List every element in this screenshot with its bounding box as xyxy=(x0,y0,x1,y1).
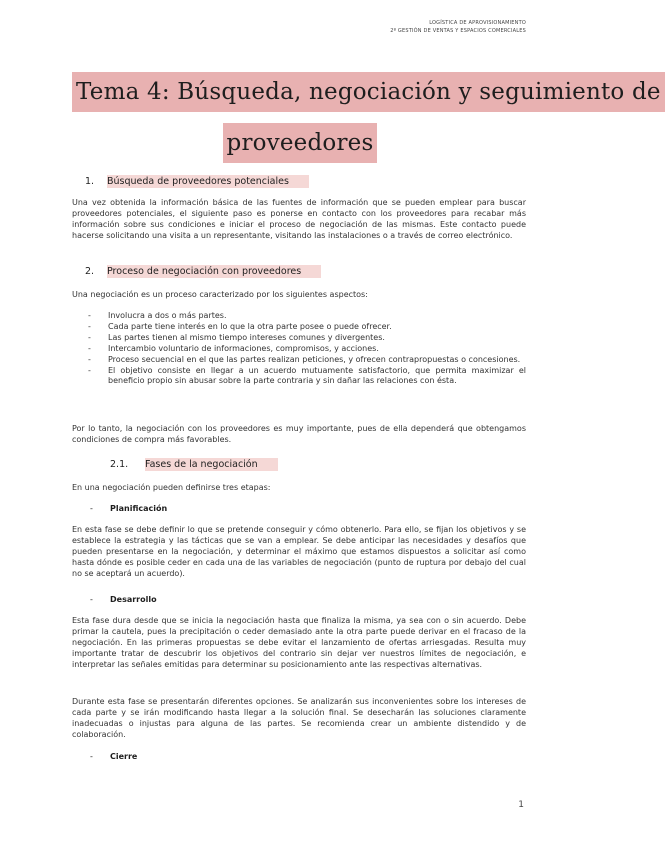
phases-intro: En una negociación pueden definirse tres etapas: xyxy=(72,483,271,492)
stage-development-text-2: Durante esta fase se presentarán diferentes opciones. Se analizarán sus inconvenientes sobre los intereses de cada parte y se irán modificando hasta llegar a la solución final. Se desecharán las soluciones claramente inadecuadas o injustas para alguna de las partes. Se recomienda crear un ambiente distendido y de colaboración. xyxy=(72,697,526,740)
list-item: - Cada parte tiene interés en lo que la otra parte posee o puede ofrecer. xyxy=(72,322,526,333)
section-number: 2.1. xyxy=(110,459,129,470)
negotiation-aspects-list xyxy=(72,311,526,387)
section-2-intro: Una negociación es un proceso caracterizado por los siguientes aspectos: xyxy=(72,290,368,299)
section-2-heading xyxy=(85,265,321,279)
stage-label: Desarrollo xyxy=(110,595,157,604)
page-title xyxy=(72,72,661,163)
section-number: 1. xyxy=(85,176,95,187)
title-line-1: Tema 4: Búsqueda, negociación y seguimiento de xyxy=(72,72,665,112)
stage-label: Cierre xyxy=(110,752,138,761)
section-1-paragraph: Una vez obtenida la información básica de las fuentes de información que se pueden emplear para buscar proveedores potenciales, el siguiente paso es ponerse en contacto con los proveedores para recabar más información sobre sus condiciones e iniciar el proceso de negociación de las mismas. Este contacto puede hacerse solicitando una visita a un representante, visitando las instalaciones o a través de correo electrónico. xyxy=(72,198,526,241)
stage-development-title xyxy=(90,594,157,605)
stage-development-text-1: Esta fase dura desde que se inicia la negociación hasta que finaliza la misma, ya sea con o sin acuerdo. Debe primar la cautela, pues la precipitación o ceder demasiado ante la otra parte puede derivar en el fracaso de la negociación. En las primeras propuestas se debe evitar el lanzamiento de ofertas arriesgadas. Resulta muy importante tratar de descubrir los objetivos del contrario sin dejar ver nuestros límites de negociación, e interpretar las señales emitidas para determinar su posicionamiento ante las respectivas alternativas. xyxy=(72,616,526,670)
stage-closing-title xyxy=(90,751,137,762)
page-number: 1 xyxy=(518,800,524,810)
list-item: - Las partes tienen al mismo tiempo intereses comunes y divergentes. xyxy=(72,333,526,344)
section-title: Proceso de negociación con proveedores xyxy=(107,265,321,278)
list-item: - Proceso secuencial en el que las partes realizan peticiones, y ofrecen contrapropuestas o concesiones. xyxy=(72,355,526,366)
list-item: - Involucra a dos o más partes. xyxy=(72,311,526,322)
stage-dash: - xyxy=(90,595,93,604)
running-header xyxy=(390,20,526,35)
section-number: 2. xyxy=(85,266,95,277)
stage-planning-title xyxy=(90,503,167,514)
header-course: LOGÍSTICA DE APROVISIONAMIENTO xyxy=(429,20,526,26)
title-line-2: proveedores xyxy=(223,123,378,163)
stage-dash: - xyxy=(90,752,93,761)
section-2-conclusion: Por lo tanto, la negociación con los proveedores es muy importante, pues de ella dependerá que obtengamos condiciones de compra más favorables. xyxy=(72,424,526,445)
section-title: Búsqueda de proveedores potenciales xyxy=(107,175,309,188)
stage-planning-text: En esta fase se debe definir lo que se pretende conseguir y cómo obtenerlo. Para ello, se fijan los objetivos y se establece la estrategia y las tácticas que se van a emplear. Se debe anticipar las necesidades y desafíos que pueden presentarse en la negociación, y determinar el máximo que estamos dispuestos a solicitar así como hasta dónde es posible ceder en cada una de las variables de negociación (punto de ruptura por debajo del cual no se aceptará un acuerdo). xyxy=(72,525,526,579)
list-item: - Intercambio voluntario de informaciones, compromisos, y acciones. xyxy=(72,344,526,355)
section-title: Fases de la negociación xyxy=(145,458,278,471)
stage-label: Planificación xyxy=(110,504,168,513)
header-subject: 2º GESTIÓN DE VENTAS Y ESPACIOS COMERCIALES xyxy=(390,27,526,34)
list-item: - El objetivo consiste en llegar a un acuerdo mutuamente satisfactorio, que permita maximizar el beneficio propio sin abusar sobre la parte contraria y sin dañar las relaciones con ésta. xyxy=(72,366,526,388)
section-1-heading xyxy=(85,175,309,189)
stage-dash: - xyxy=(90,504,93,513)
section-2-1-heading xyxy=(110,458,278,472)
